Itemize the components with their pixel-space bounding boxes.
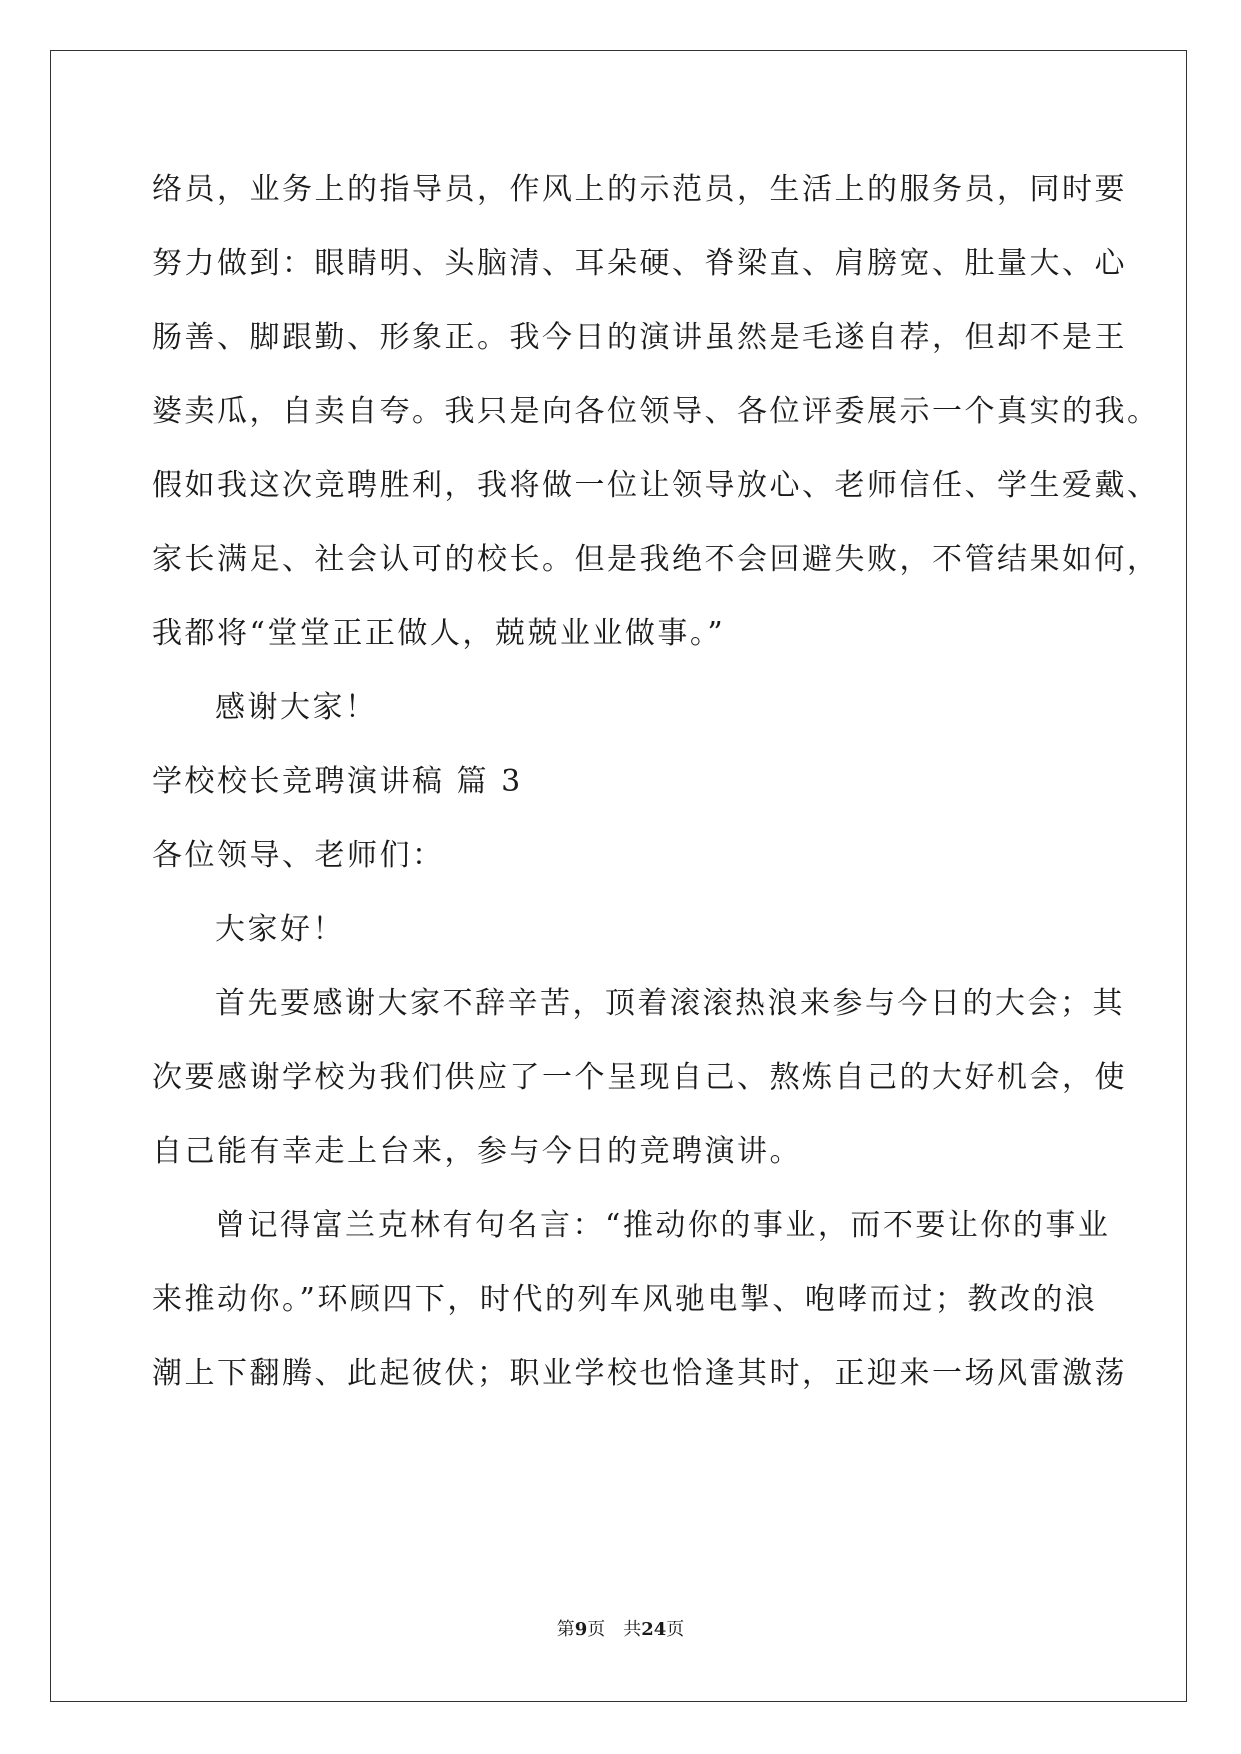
current-page-number: 9	[574, 1619, 588, 1640]
body-text-line-15: 曾记得富兰克林有句名言：“推动你的事业，而不要让你的事业	[215, 1208, 1111, 1243]
body-text-line-3: 肠善、脚跟勤、形象正。我今日的演讲虽然是毛遂自荐，但却不是王	[152, 320, 1127, 355]
salutation: 各位领导、老师们：	[152, 838, 445, 873]
body-text-line-13: 次要感谢学校为我们供应了一个呈现自己、熬炼自己的大好机会，使	[152, 1060, 1127, 1095]
footer-prefix: 第	[556, 1619, 575, 1640]
section-heading: 学校校长竞聘演讲稿 篇 3	[152, 764, 523, 799]
closing-thanks: 感谢大家！	[215, 690, 378, 725]
body-text-line-5: 假如我这次竞聘胜利，我将做一位让领导放心、老师信任、学生爱戴、	[152, 468, 1160, 503]
footer-middle: 页 共	[587, 1619, 642, 1640]
body-text-line-7: 我都将“堂堂正正做人，兢兢业业做事。”	[152, 616, 726, 651]
body-text-line-16: 来推动你。”环顾四下，时代的列车风驰电掣、咆哮而过；教改的浪	[152, 1282, 1098, 1317]
body-text-line-4: 婆卖瓜，自卖自夸。我只是向各位领导、各位评委展示一个真实的我。	[152, 394, 1160, 429]
body-text-line-1: 络员，业务上的指导员，作风上的示范员，生活上的服务员，同时要	[152, 172, 1127, 207]
total-page-count: 24	[641, 1619, 667, 1640]
body-text-line-17: 潮上下翻腾、此起彼伏；职业学校也恰逢其时，正迎来一场风雷激荡	[152, 1356, 1127, 1391]
greeting: 大家好！	[215, 912, 345, 947]
body-text-line-6: 家长满足、社会认可的校长。但是我绝不会回避失败，不管结果如何，	[152, 542, 1160, 577]
footer-suffix: 页	[666, 1619, 685, 1640]
page-footer	[0, 1618, 1241, 1642]
page-border	[50, 50, 1187, 1702]
body-text-line-2: 努力做到：眼睛明、头脑清、耳朵硬、脊梁直、肩膀宽、肚量大、心	[152, 246, 1127, 281]
body-text-line-14: 自己能有幸走上台来，参与今日的竞聘演讲。	[152, 1134, 802, 1169]
body-text-line-12: 首先要感谢大家不辞辛苦，顶着滚滚热浪来参与今日的大会；其	[215, 986, 1125, 1021]
